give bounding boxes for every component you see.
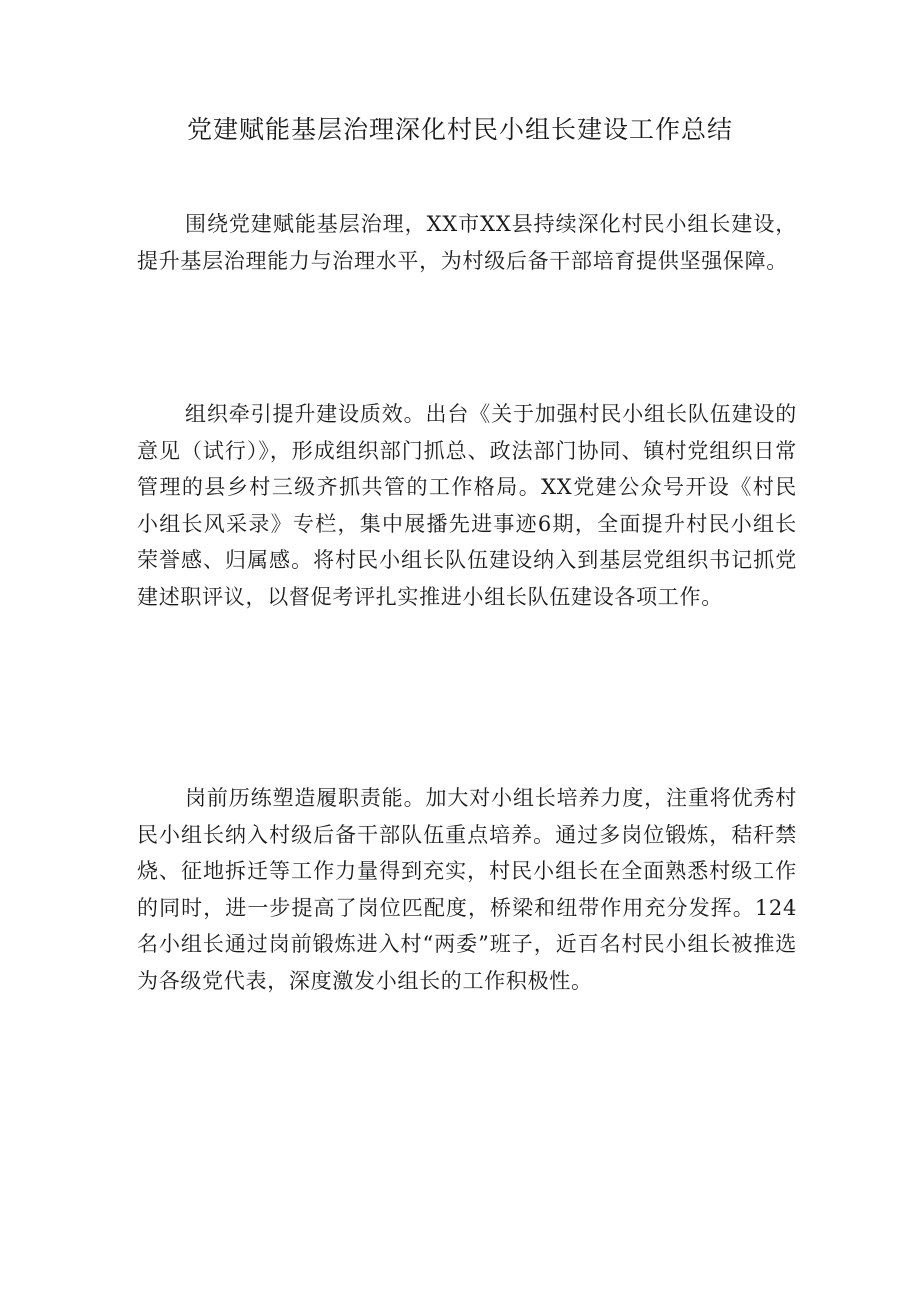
paragraph-organization: 组织牵引提升建设质效。出台《关于加强村民小组长队伍建设的意见（试行）》，形成组织部门抓总、政法部门协同、镇村党组织日常管理的县乡村三级齐抓共管的工作格局。XX党建公众号开设《村民小组长风采录》专栏，集中展播先进事迹6期，全面提升村民小组长荣誉感、归属感。将村民小组长队伍建设纳入到基层党组织书记抓党建述职评议，以督促考评扎实推进小组长队伍建设各项工作。 [137,402,797,609]
paragraph-intro: 围绕党建赋能基层治理，XX市XX县持续深化村民小组长建设，提升基层治理能力与治理水平，为村级后备干部培育提供坚强保障。 [137,212,797,273]
paragraph-training: 岗前历练塑造履职责能。加大对小组长培养力度，注重将优秀村民小组长纳入村级后备干部队伍重点培养。通过多岗位锻炼，秸秆禁烧、征地拆迁等工作力量得到充实，村民小组长在全面熟悉村级工作的同时，进一步提高了岗位匹配度，桥梁和纽带作用充分发挥。124名小组长通过岗前锻炼进入村“两委”班子，近百名村民小组长被推选为各级党代表，深度激发小组长的工作积极性。 [137,786,797,993]
document-title: 党建赋能基层治理深化村民小组长建设工作总结 [186,115,733,144]
